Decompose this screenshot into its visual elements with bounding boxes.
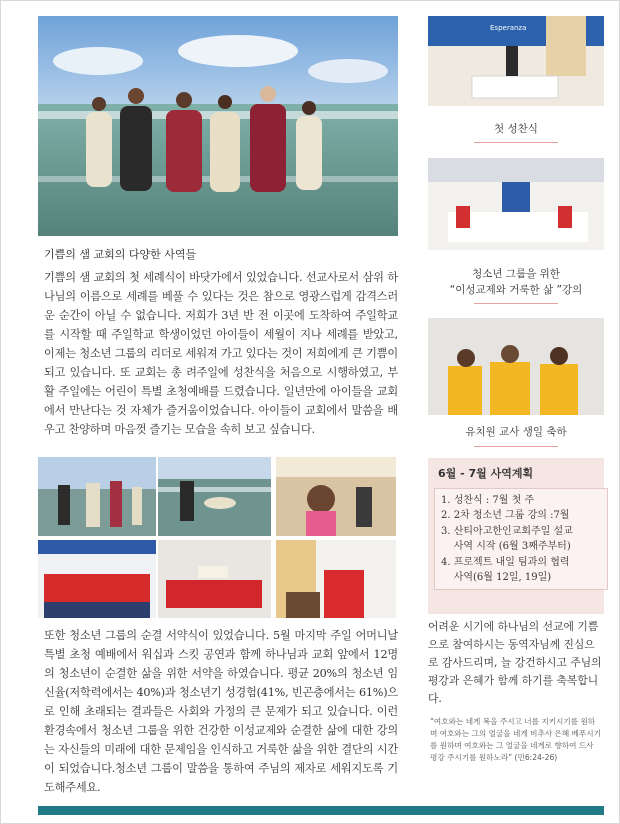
caption-divider [474,446,558,447]
baptism-paragraph: 기쁨의 샘 교회의 첫 세례식이 바닷가에서 있었습니다. 선교사로서 삼위 하나님의 이름으로 세례를 베풀 수 있다는 것은 참으로 영광스럽게 감격스러운 순간이 아닐 수 없습니다. 저희가 3년 반 전 이곳에 도착하여 주일학교를 시작할 때 주일학교 학생이었던 아이들이 세월이 지나 세례를 받았고, 이제는 청소년 그룹의 리더로 세워져 가고 있다는 것이 저희에게 큰 기쁨이 되고 있습니다. 또 교회는 총 려주일에 성찬식을 처음으로 시행하였고, 부활 주일에는 어린이 특별 초청예배를 드렸습니다. 일년만에 아이들을 교회에서 만난다는 것 자체가 즐거움이었습니다. 아이들이 교회에서 말씀을 배우고 찬양하며 마음껏 즐기는 모습을 속히 보고 싶습니다. [44,271,398,436]
youth-worship-photo [158,540,271,618]
plan-item: 사역 시작 (6월 3째주부터) [441,541,571,553]
communion-caption: 첫 성찬식 [494,123,538,135]
children-praying-photo [276,457,396,536]
baptism-water-photo [158,457,271,536]
youth-lecture-caption-line1: 청소년 그룹을 위한 [472,268,560,280]
plan-item: 4. 프로젝트 내일 팀과의 협력 [441,556,570,568]
church-sign-text: Esperanza [490,24,527,32]
plan-item: 1. 성찬식 : 7월 첫 주 [441,495,535,506]
caption-divider [474,303,558,304]
youth-lecture-caption-line2: “이성교제와 거룩한 삶 ”강의 [449,284,583,296]
caption-divider [474,142,558,143]
communion-photo [428,16,604,106]
footer-bar [38,806,604,815]
ministry-plan-list [434,488,608,590]
teacher-birthday-photo [428,318,604,415]
bible-verse: “여호와는 네게 복을 주시고 너를 지키시기를 원하며 여호와는 그의 얼굴을 네게 비추사 은혜 베푸시기를 원하며 여호와는 그 얼굴을 네게로 향하여 드사 평강 주시기를 원하노라” (민6:24-26) [430,717,601,762]
plan-item: 사역(6월 12일, 19일) [441,572,552,584]
youth-skit-photo [276,540,396,618]
closing-blessing: 어려운 시기에 하나님의 선교에 기쁨으로 참여하시는 동역자님께 진심으로 감사드리며, 늘 강건하시고 주님의 평강과 은혜가 함께 하기를 축복합니다. [428,620,602,705]
birthday-caption: 유치원 교사 생일 축하 [465,426,567,438]
plan-item: 2. 2차 청소년 그룹 강의 :7월 [441,510,570,522]
baptism-photo [38,16,398,236]
ministry-plan-box [428,458,604,614]
section-heading: 기쁨의 샘 교회의 다양한 사역들 [44,248,197,261]
youth-lecture-photo [428,158,604,250]
ministry-plan-title: 6월 - 7월 사역계획 [438,467,534,480]
purity-pledge-paragraph: 또한 청소년 그룹의 순결 서약식이 있었습니다. 5월 마지막 주일 어머니날 특별 초청 예배에서 워십과 스킷 공연과 함께 하나님과 교회 앞에서 12명의 청소년이 순결한 삶을 위한 서약을 하였습니다. 평균 20%의 청소년 임신율(저학력에서는 40%)과 청소년기 성경험(41%, 빈곤층에서는 61%)으로 인해 초래되는 결과들은 사회와 가정의 큰 문제가 되고 있습니다. 이런 환경속에서 청소년 그룹을 위한 건강한 이성교제와 순결한 삶에 대한 강의는 자신들의 미래에 대한 문제임을 인식하고 거룩한 삶을 위한 결단의 시간이 되었습니다.청소년 그룹이 말씀을 통하여 주님의 제자로 세워지도록 기도해주세요. [44,629,398,794]
youth-group-photo [38,540,156,618]
beach-group-photo [38,457,156,536]
plan-item: 3. 산티아고한인교회주일 설교 [441,525,573,537]
